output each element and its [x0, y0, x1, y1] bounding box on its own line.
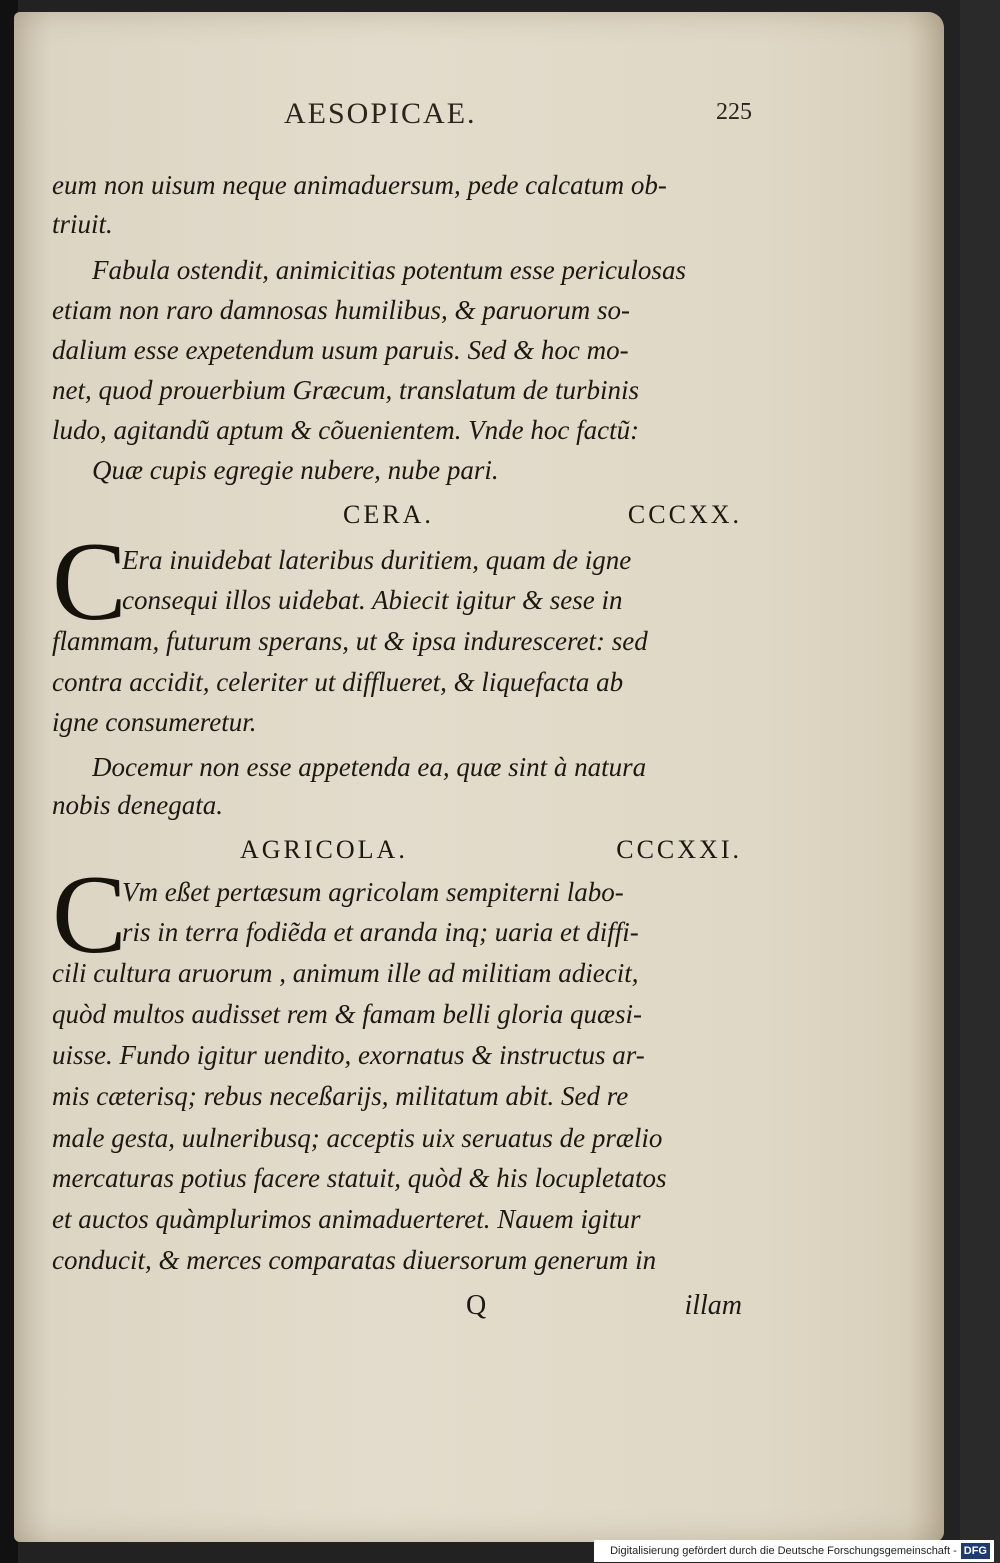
- text-line: male gesta, uulneribusq; acceptis uix seruatus de prælio: [52, 1123, 663, 1153]
- footer-text: Digitalisierung gefördert durch die Deutsche Forschungsgemeinschaft -: [610, 1545, 957, 1557]
- text-line: conducit, & merces comparatas diuersorum generum in: [52, 1245, 657, 1275]
- text-line: cili cultura aruorum , animum ille ad militiam adiecit,: [52, 958, 639, 988]
- text-line: ludo, agitandũ aptum & cõuenientem. Vnde hoc factũ:: [52, 415, 640, 445]
- text-line: contra accidit, celeriter ut difflueret, & liquefacta ab: [52, 667, 624, 697]
- signature-mark: Q: [466, 1290, 487, 1321]
- text-line: dalium esse expetendum usum paruis. Sed & hoc mo-: [52, 335, 629, 365]
- moral-line: Fabula ostendit, animicitias potentum esse periculosas: [92, 255, 686, 285]
- text-line: flammam, futurum sperans, ut & ipsa induresceret: sed: [52, 626, 648, 656]
- book-page: [14, 12, 944, 1542]
- fable-title: AGRICOLA.: [240, 835, 408, 864]
- dropcap: C: [52, 520, 127, 644]
- page-number: 225: [716, 99, 752, 125]
- text-line: consequi illos uidebat. Abiecit igitur & sese in: [122, 585, 623, 615]
- text-line: mis cæterisq; rebus neceßarijs, militatum abit. Sed re: [52, 1081, 629, 1111]
- dfg-logo: DFG: [961, 1543, 990, 1559]
- text-line: triuit.: [52, 209, 113, 239]
- running-head: AESOPICAE.: [284, 97, 477, 130]
- moral-line: Docemur non esse appetenda ea, quæ sint à natura: [92, 752, 647, 782]
- text-line: quòd multos audisset rem & famam belli gloria quæsi-: [52, 999, 643, 1029]
- text-line: Vm eßet pertæsum agricolam sempiterni labo-: [122, 877, 624, 907]
- text-line: net, quod prouerbium Græcum, translatum de turbinis: [52, 375, 639, 405]
- fable-title: CERA.: [343, 500, 434, 529]
- right-edge: [960, 0, 1000, 1563]
- text-line: igne consumeretur.: [52, 707, 257, 737]
- text-line: nobis denegata.: [52, 790, 223, 820]
- fable-number: CCCXXI.: [616, 835, 742, 864]
- proverb-line: Quæ cupis egregie nubere, nube pari.: [92, 455, 499, 485]
- text-line: Era inuidebat lateribus duritiem, quam de igne: [122, 545, 632, 575]
- text-line: et auctos quàmplurimos animaduerteret. Nauem igitur: [52, 1204, 641, 1234]
- text-line: ris in terra fodiẽda et aranda inq; uaria et diffi-: [122, 917, 639, 947]
- text-line: uisse. Fundo igitur uendito, exornatus & instructus ar-: [52, 1040, 645, 1070]
- text-line: mercaturas potius facere statuit, quòd & his locupletatos: [52, 1163, 667, 1193]
- text-line: eum non uisum neque animaduersum, pede calcatum ob-: [52, 170, 667, 200]
- catchword: illam: [684, 1290, 742, 1321]
- dropcap: C: [52, 853, 127, 977]
- fable-number: CCCXX.: [627, 500, 742, 529]
- digitization-footer: [594, 1540, 994, 1562]
- page-header: [52, 97, 752, 137]
- text-line: etiam non raro damnosas humilibus, & paruorum so-: [52, 295, 631, 325]
